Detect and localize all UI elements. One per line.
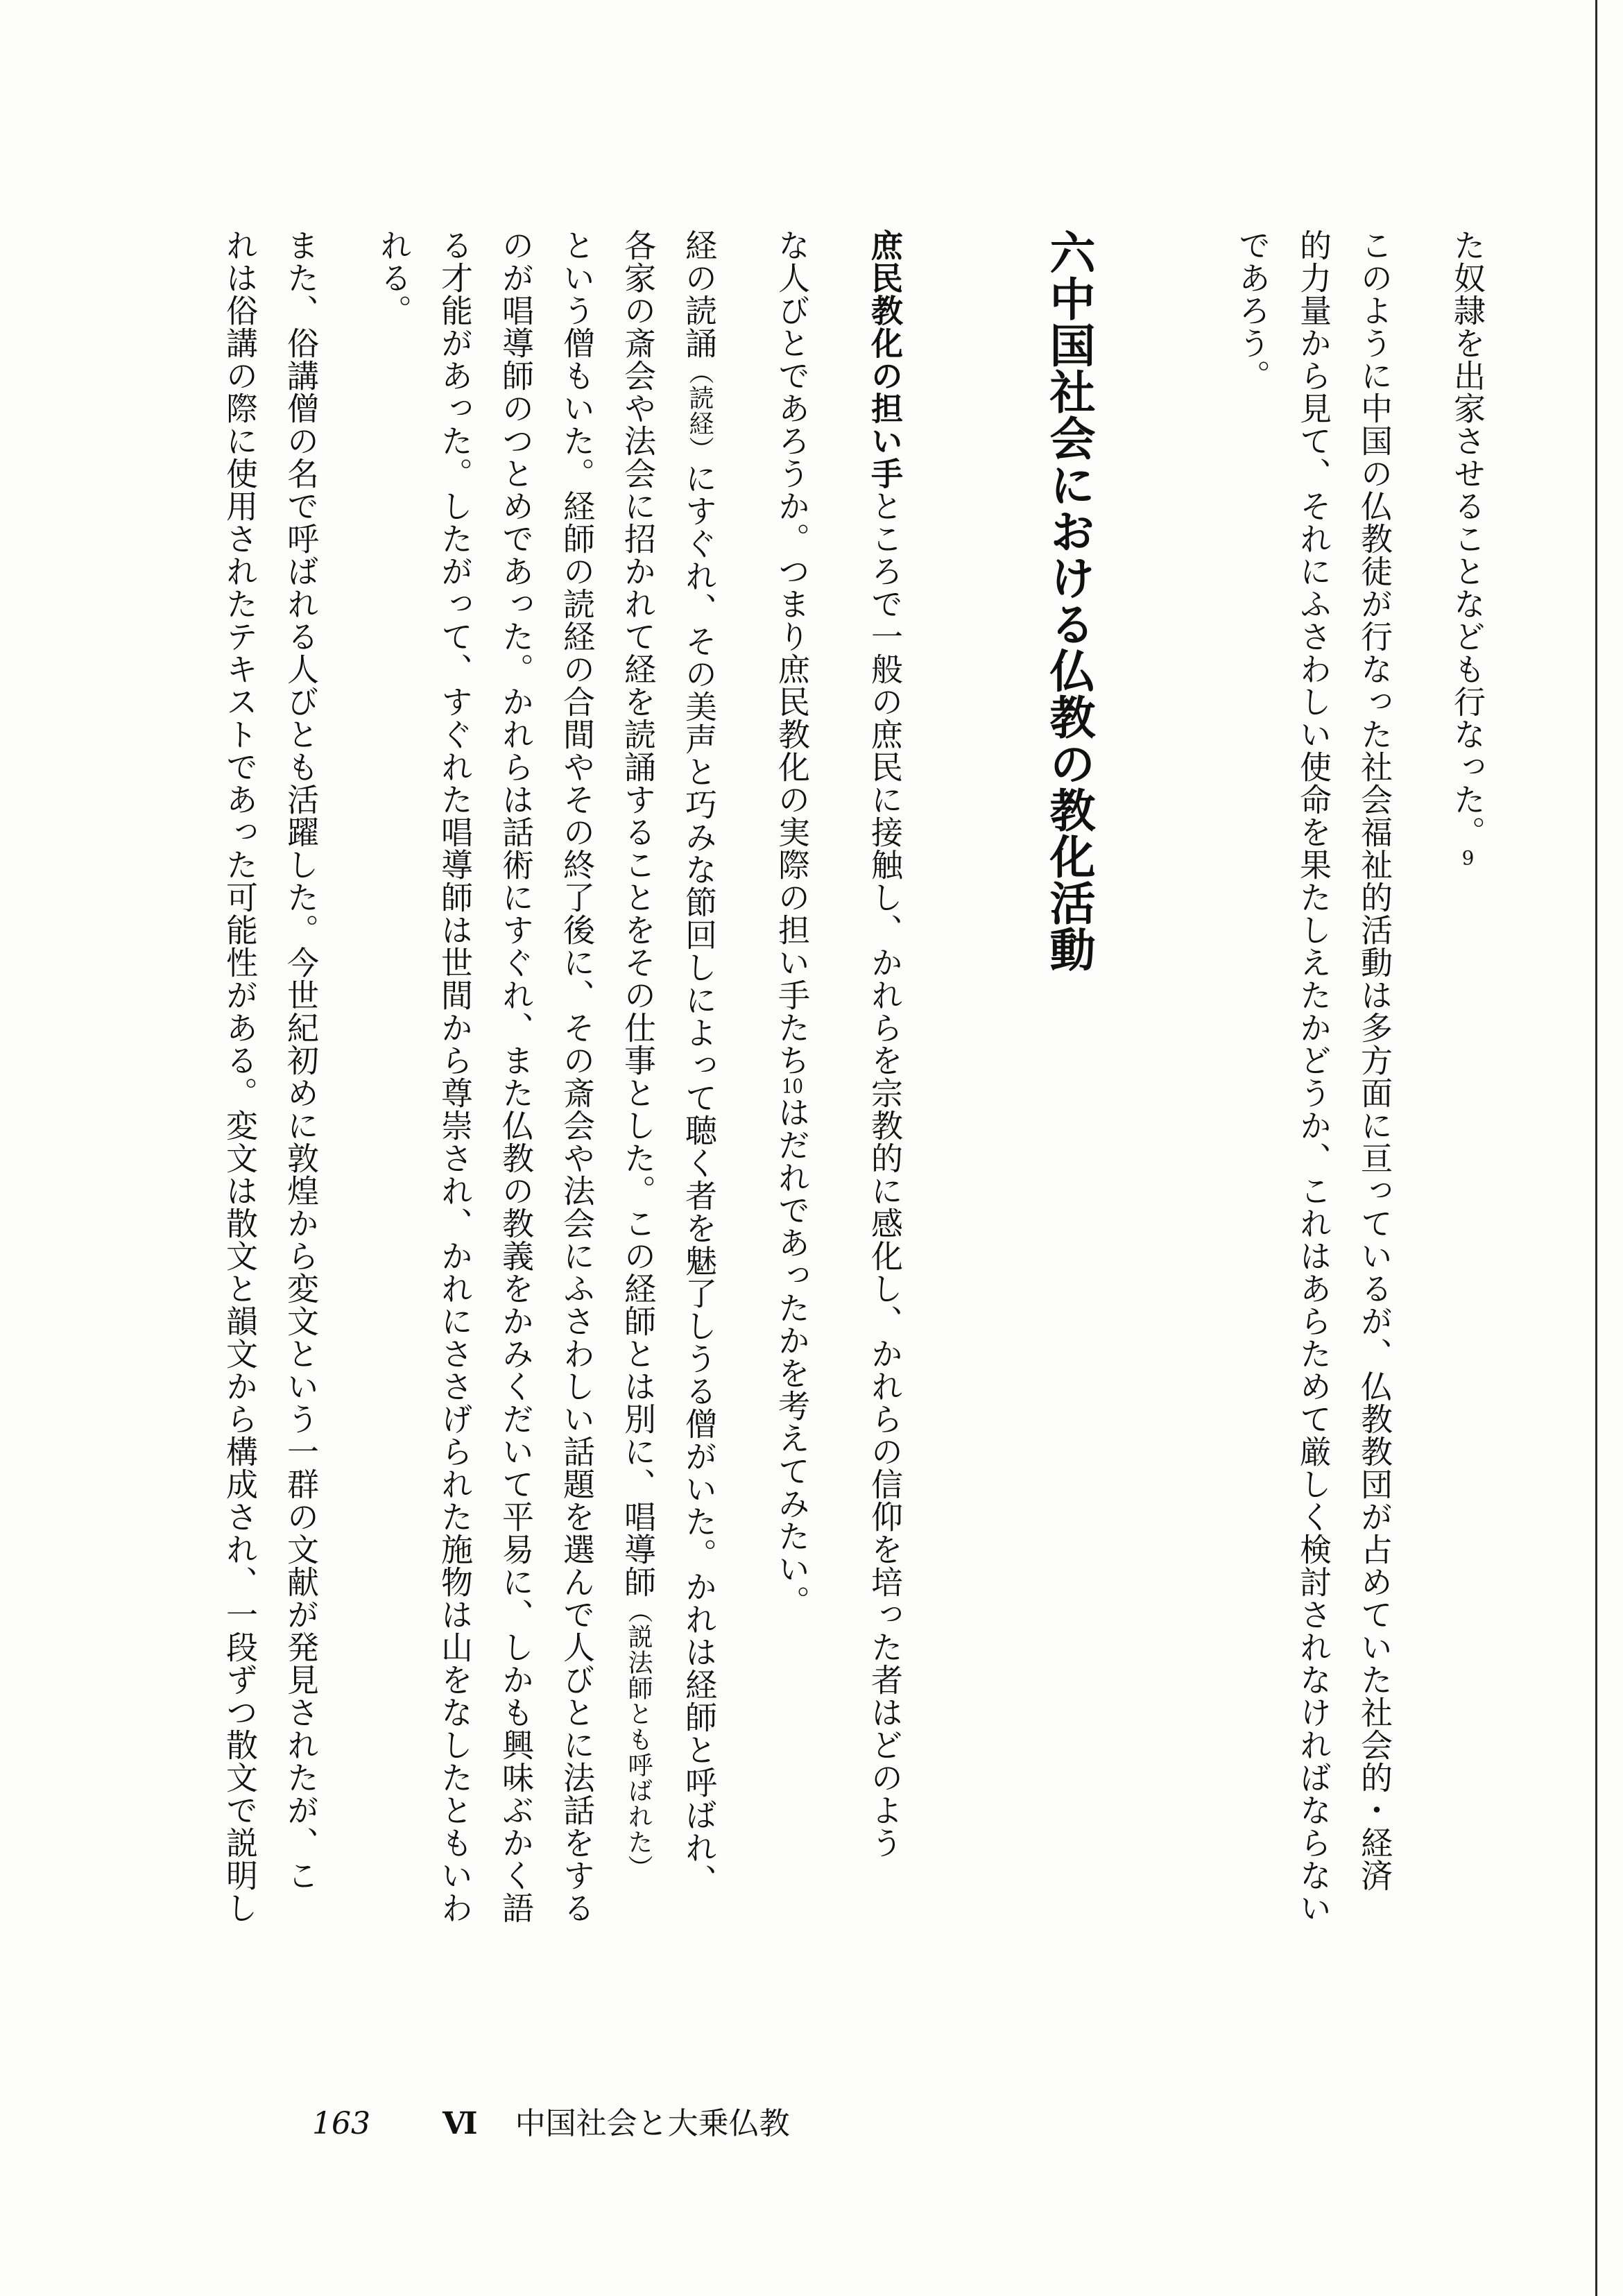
text-line (608, 229, 669, 2039)
text-line: という僧もいた。経師の読経の合間やその終了後に、その斎会や法会にふさわしい話題を選んで人びとに法話をする (558, 229, 596, 1924)
section-title: 中国社会における仏教の教化活動 (1042, 275, 1096, 973)
text-line: れる。 (375, 229, 413, 327)
subsection-heading: 庶民教化の担い手 (866, 229, 904, 490)
text-line (823, 229, 916, 2039)
section-gap (916, 229, 999, 2039)
text-line (1437, 229, 1498, 2039)
text-line: また、俗講僧の名で呼ばれる人びとも活躍した。今世紀初めに敦煌から変文という一群の文献が発見されたが、こ (282, 229, 320, 1892)
section-heading (999, 229, 1139, 2039)
footnote-ref-10: 10 (782, 1077, 803, 1096)
text-line: このように中国の仏教徒が行なった社会福祉的活動は多方面に亘っているが、仏教教団が占めていた社会的・経済 (1356, 229, 1393, 1892)
text-line (669, 229, 762, 2039)
page-edge-line (1595, 0, 1597, 2296)
text-line (762, 229, 823, 2039)
text-line: のが唱導師のつとめであった。かれらは話術にすぐれ、また仏教の教義をかみくだいて平易に、しかも興味ぶかく語 (497, 229, 535, 1924)
page-footer (312, 2098, 790, 2143)
parenthetical-note: （説法師とも呼ばれた） (624, 1598, 653, 1881)
text-line: 的力量から見て、それにふさわしい使命を果たしえたかどうか、これはあらためて厳しく検討されなければならない (1295, 229, 1332, 1924)
text-line-content: 各家の斎会や法会に招かれて経を読誦することをその仕事とした。この経師とは別に、唱導師 (619, 229, 657, 1598)
parenthetical-note: （読経） (685, 359, 714, 462)
text-line-content: にすぐれ、その美声と巧みな節回しによって聴く者を魅了しうる僧がいた。かれは経師と呼ばれ、 (680, 462, 718, 1896)
text-line-content: な人びとであろうか。つまり庶民教化の実際の担い手たち (773, 229, 811, 1077)
text-line: であろう。 (1234, 229, 1271, 392)
text-line-content: た奴隷を出家させることなども行なった。 (1449, 229, 1486, 848)
text-line: れは俗講の際に使用されたテキストであった可能性がある。変文は散文と韻文から構成され、一段ずつ散文で説明し (221, 229, 259, 1924)
section-number: 六 (1042, 229, 1096, 275)
footnote-ref-9: 9 (1461, 848, 1475, 868)
chapter-number: Ⅵ (442, 2106, 478, 2141)
vertical-text-body (209, 229, 1498, 2039)
text-line-content: はだれであったかを考えてみたい。 (773, 1096, 811, 1618)
section-gap (1139, 229, 1222, 2039)
text-line: る才能があった。したがって、すぐれた唱導師は世間から尊崇され、かれにささげられた施物は山をなしたともいわ (436, 229, 474, 1924)
text-line-content: ところで一般の庶民に接触し、かれらを宗教的に感化し、かれらの信仰を培った者はどのよう (866, 490, 904, 1859)
text-line-content: 経の読誦 (680, 229, 718, 359)
page-number: 163 (312, 2106, 370, 2141)
chapter-title: 中国社会と大乗仏教 (515, 2106, 790, 2141)
